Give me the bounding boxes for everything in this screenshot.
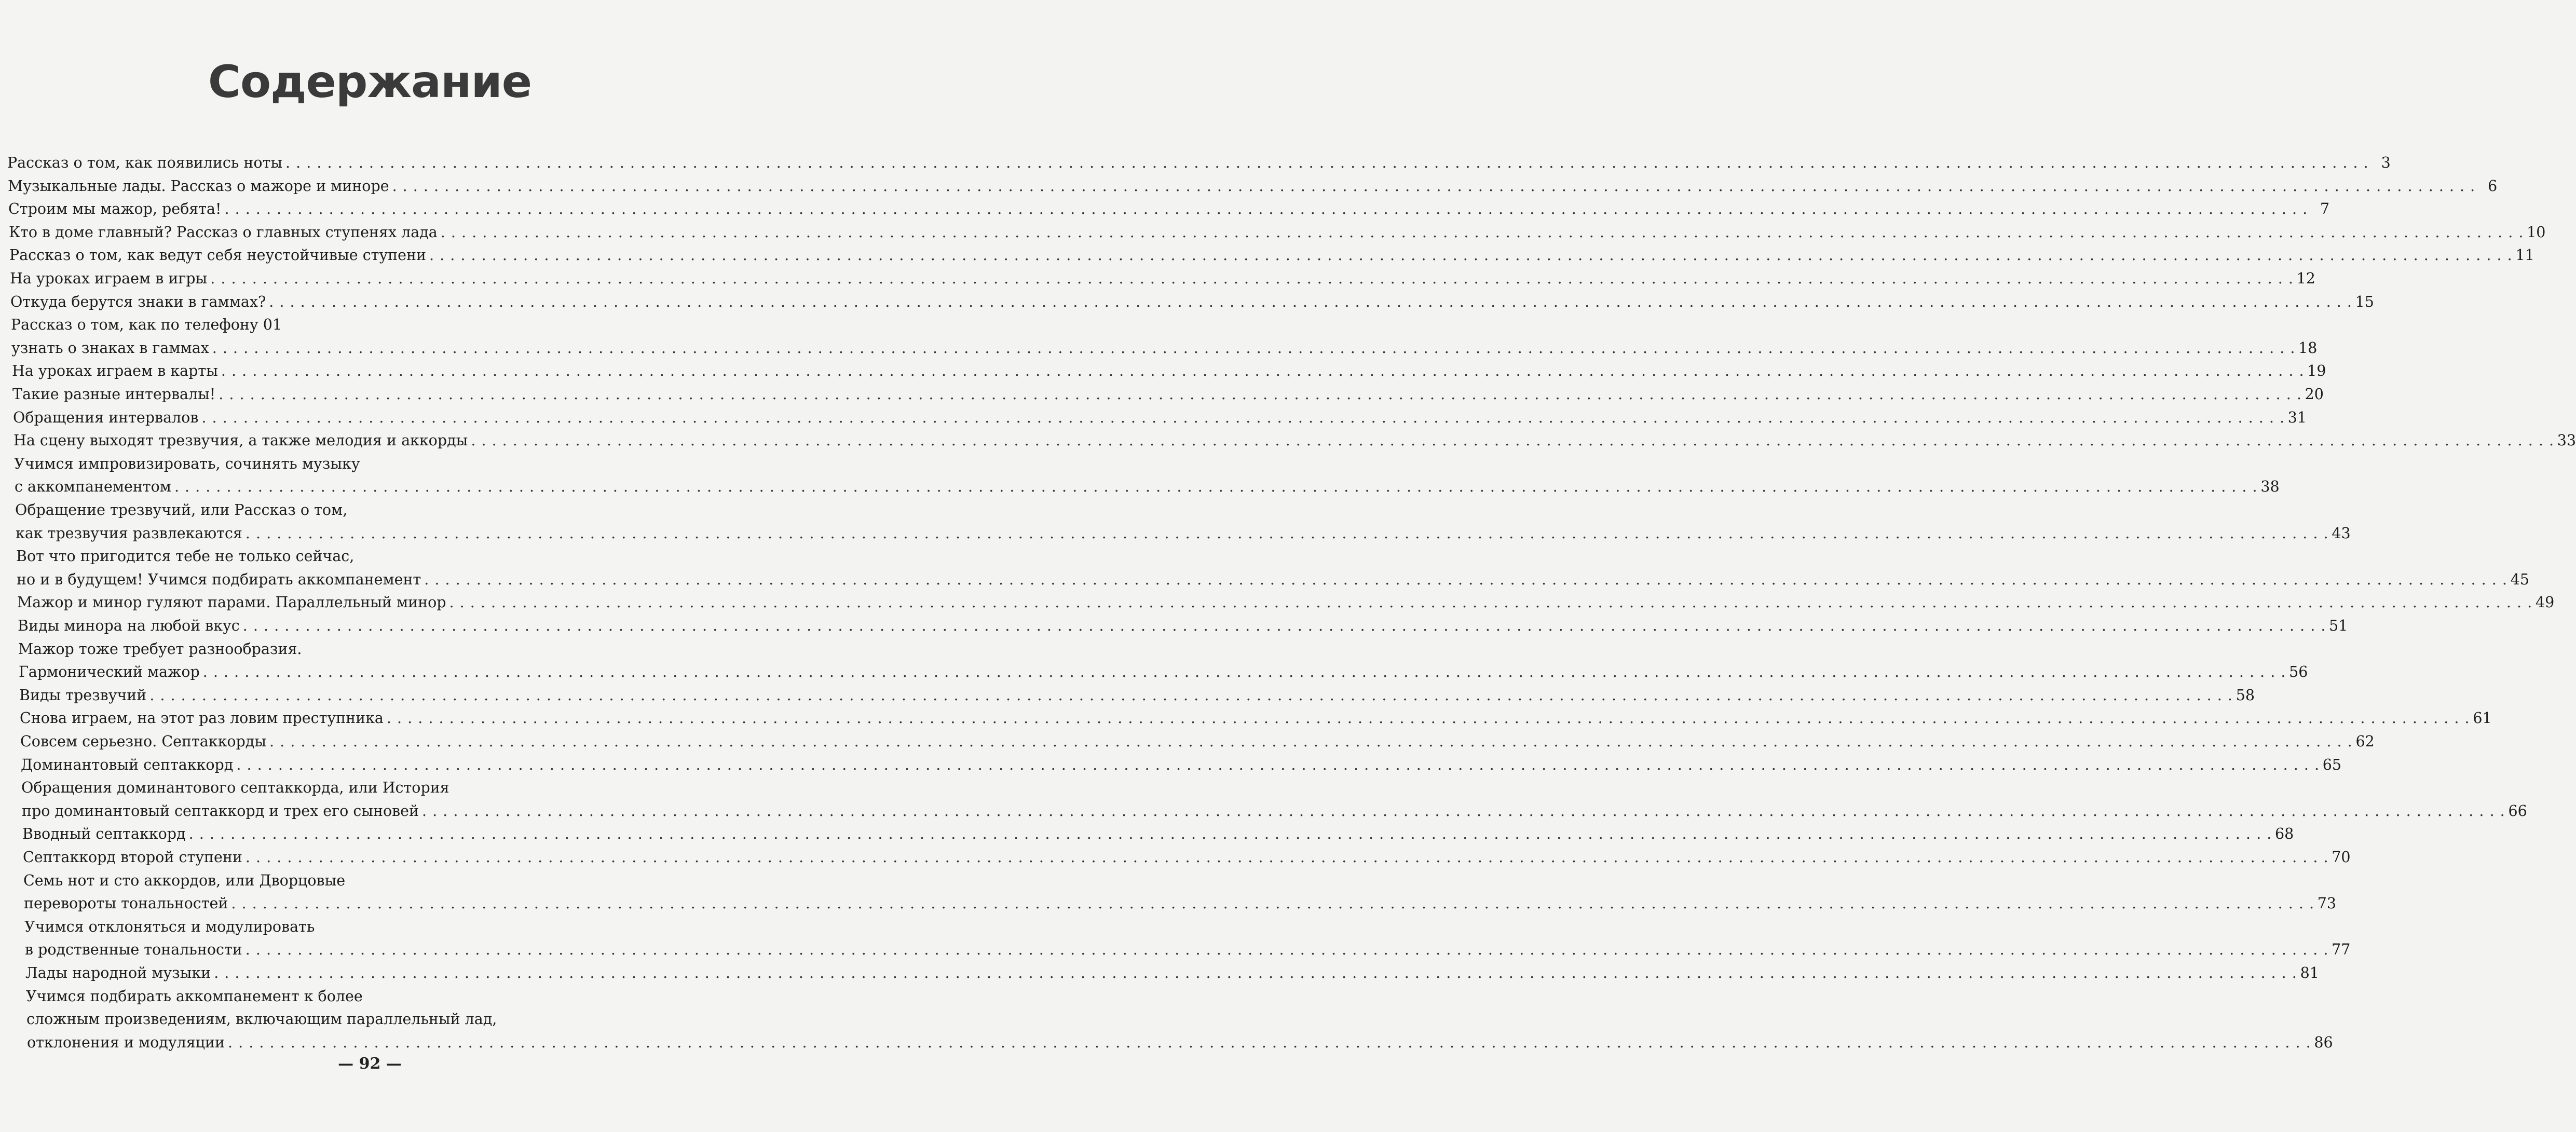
toc-entry-title: Музыкальные лады. Рассказ о мажоре и миноре [8,177,389,195]
dot-leader: . . . . . . . . . . . . . . . . . . . . . . . . . . . . . . . . . . . . . . . . . . . . . . . . . . . . . . . . . . . . . . . . . . . . . . . . . . . . . . . . . . . . . . . . . . . . . . . . . . . . . . . . . . . . . . . . . . . . . . . . . . . . . . . . . . . . . . . . . . . . . . . . . . . . . . . . . . . . . . . . . . . . . . . . . . . . . . . . . . . . . . . . . . . . . . . . . . . . . . . . [242,617,2326,634]
toc-page-number: 49 [2535,594,2555,611]
dot-leader: . . . . . . . . . . . . . . . . . . . . . . . . . . . . . . . . . . . . . . . . . . . . . . . . . . . . . . . . . . . . . . . . . . . . . . . . . . . . . . . . . . . . . . . . . . . . . . . . . . . . . . . . . . . . . . . . . . . . . . . . . . . . . . . . . . . . . . . . . . . . . . . . . . . . . . . . . . . . . . . . . . . . . . . . . . . . . . . . . . . . . . . . . . . . . . . . . . . . . . . . [471,432,2554,449]
toc-entry-title: Кто в доме главный? Рассказ о главных ступенях лада [9,223,438,241]
dot-leader: . . . . . . . . . . . . . . . . . . . . . . . . . . . . . . . . . . . . . . . . . . . . . . . . . . . . . . . . . . . . . . . . . . . . . . . . . . . . . . . . . . . . . . . . . . . . . . . . . . . . . . . . . . . . . . . . . . . . . . . . . . . . . . . . . . . . . . . . . . . . . . . . . . . . . . . . . . . . . . . . . . . . . . . . . . . . . . . . . . . . . . . . . . . . . . . . . . . . . . . . [422,802,2505,820]
toc-entry-title: про доминантовый септаккорд и трех его сыновей [22,802,419,820]
toc-line [9,222,2546,243]
toc-entry-title: Откуда берутся знаки в гаммах? [10,293,266,310]
toc-entry-title: Рассказ о том, как ведут себя неустойчивые ступени [9,247,427,264]
dot-leader: . . . . . . . . . . . . . . . . . . . . . . . . . . . . . . . . . . . . . . . . . . . . . . . . . . . . . . . . . . . . . . . . . . . . . . . . . . . . . . . . . . . . . . . . . . . . . . . . . . . . . . . . . . . . . . . . . . . . . . . . . . . . . . . . . . . . . . . . . . . . . . . . . . . . . . . . . . . . . . . . . . . . . . . . . . . . . . . . . . . . . . . . . . . . . . . . . . . . . . . . [202,663,2286,681]
dot-leader: . . . . . . . . . . . . . . . . . . . . . . . . . . . . . . . . . . . . . . . . . . . . . . . . . . . . . . . . . . . . . . . . . . . . . . . . . . . . . . . . . . . . . . . . . . . . . . . . . . . . . . . . . . . . . . . . . . . . . . . . . . . . . . . . . . . . . . . . . . . . . . . . . . . . . . . . . . . . . . . . . . . . . . . . . . . . . . . . . . . . . . . . . . . . . . . . . . . . . . . . [392,177,2476,195]
toc-line [10,268,2315,289]
toc-line [20,708,2492,729]
toc-line [8,199,2330,220]
toc-line [15,476,2280,497]
toc-page-number: 7 [2320,200,2330,218]
toc-line [25,963,2319,984]
dot-leader: . . . . . . . . . . . . . . . . . . . . . . . . . . . . . . . . . . . . . . . . . . . . . . . . . . . . . . . . . . . . . . . . . . . . . . . . . . . . . . . . . . . . . . . . . . . . . . . . . . . . . . . . . . . . . . . . . . . . . . . . . . . . . . . . . . . . . . . . . . . . . . . . . . . . . . . . . . . . . . . . . . . . . . . . . . . . . . . . . . . . . . . . . . . . . . . . . . . . . . . . [201,408,2285,426]
toc-line [9,245,2534,266]
dot-leader: . . . . . . . . . . . . . . . . . . . . . . . . . . . . . . . . . . . . . . . . . . . . . . . . . . . . . . . . . . . . . . . . . . . . . . . . . . . . . . . . . . . . . . . . . . . . . . . . . . . . . . . . . . . . . . . . . . . . . . . . . . . . . . . . . . . . . . . . . . . . . . . . . . . . . . . . . . . . . . . . . . . . . . . . . . . . . . . . . . . . . . . . . . . . . . . . . . . . . . . . [245,524,2329,542]
toc-line [13,430,2576,451]
toc-page-number: 11 [2515,247,2534,264]
toc-line [17,592,2555,613]
toc-page-number: 3 [2381,154,2391,171]
toc-line [20,731,2375,752]
toc-line [12,361,2326,381]
toc-line [19,662,2308,683]
toc-page-number: 65 [2322,756,2342,773]
toc-entry-title: Виды минора на любой вкус [18,617,240,634]
toc-page-number: 68 [2275,825,2294,843]
toc-entry-title: Гармонический мажор [19,663,200,681]
toc-entry-title: сложным произведениям, включающим параллельный лад, [26,1011,497,1028]
toc-line [22,801,2527,822]
toc-entry-title: На уроках играем в игры [10,270,208,287]
toc-page-number: 33 [2557,432,2576,449]
toc-page-number: 51 [2329,617,2348,634]
toc-page-number: 18 [2298,339,2318,357]
toc-line [7,153,2391,173]
toc-line [13,407,2307,428]
toc-entry-title: Семь нот и сто аккордов, или Дворцовые [23,871,346,889]
dot-leader: . . . . . . . . . . . . . . . . . . . . . . . . . . . . . . . . . . . . . . . . . . . . . . . . . . . . . . . . . . . . . . . . . . . . . . . . . . . . . . . . . . . . . . . . . . . . . . . . . . . . . . . . . . . . . . . . . . . . . . . . . . . . . . . . . . . . . . . . . . . . . . . . . . . . . . . . . . . . . . . . . . . . . . . . . . . . . . . . . . . . . . . . . . . . . . . . . . . . . . . . [224,200,2308,218]
toc-line [21,778,449,798]
toc-line [24,893,2337,914]
toc-entry-title: узнать о знаках в гаммах [11,339,209,357]
dot-leader: . . . . . . . . . . . . . . . . . . . . . . . . . . . . . . . . . . . . . . . . . . . . . . . . . . . . . . . . . . . . . . . . . . . . . . . . . . . . . . . . . . . . . . . . . . . . . . . . . . . . . . . . . . . . . . . . . . . . . . . . . . . . . . . . . . . . . . . . . . . . . . . . . . . . . . . . . . . . . . . . . . . . . . . . . . . . . . . . . . . . . . . . . . . . . . . . . . . . . . . . [245,941,2329,959]
toc-line [10,292,2374,312]
toc-line [23,870,345,891]
toc-page-number: 61 [2473,710,2492,727]
toc-page-number: 6 [2488,177,2498,195]
dot-leader: . . . . . . . . . . . . . . . . . . . . . . . . . . . . . . . . . . . . . . . . . . . . . . . . . . . . . . . . . . . . . . . . . . . . . . . . . . . . . . . . . . . . . . . . . . . . . . . . . . . . . . . . . . . . . . . . . . . . . . . . . . . . . . . . . . . . . . . . . . . . . . . . . . . . . . . . . . . . . . . . . . . . . . . . . . . . . . . . . . . . . . . . . . . . . . . . . . . . . . . . [219,386,2302,403]
toc-line [26,1009,497,1030]
toc-entry-title: Септаккорд второй ступени [23,849,242,866]
toc-page-number: 62 [2355,733,2375,750]
toc-page-number: 10 [2527,223,2546,241]
page-number: — 92 — [338,1055,402,1073]
dot-leader: . . . . . . . . . . . . . . . . . . . . . . . . . . . . . . . . . . . . . . . . . . . . . . . . . . . . . . . . . . . . . . . . . . . . . . . . . . . . . . . . . . . . . . . . . . . . . . . . . . . . . . . . . . . . . . . . . . . . . . . . . . . . . . . . . . . . . . . . . . . . . . . . . . . . . . . . . . . . . . . . . . . . . . . . . . . . . . . . . . . . . . . . . . . . . . . . . . . . . . . . [231,895,2315,912]
toc-entry-title: Совсем серьезно. Септаккорды [20,733,267,750]
toc-entry-title: Учимся импровизировать, сочинять музыку [14,455,360,472]
toc-line [21,755,2342,775]
dot-leader: . . . . . . . . . . . . . . . . . . . . . . . . . . . . . . . . . . . . . . . . . . . . . . . . . . . . . . . . . . . . . . . . . . . . . . . . . . . . . . . . . . . . . . . . . . . . . . . . . . . . . . . . . . . . . . . . . . . . . . . . . . . . . . . . . . . . . . . . . . . . . . . . . . . . . . . . . . . . . . . . . . . . . . . . . . . . . . . . . . . . . . . . . . . . . . . . . . . . . . . . [449,594,2533,611]
toc-entry-title: с аккомпанементом [15,478,171,496]
dot-leader: . . . . . . . . . . . . . . . . . . . . . . . . . . . . . . . . . . . . . . . . . . . . . . . . . . . . . . . . . . . . . . . . . . . . . . . . . . . . . . . . . . . . . . . . . . . . . . . . . . . . . . . . . . . . . . . . . . . . . . . . . . . . . . . . . . . . . . . . . . . . . . . . . . . . . . . . . . . . . . . . . . . . . . . . . . . . . . . . . . . . . . . . . . . . . . . . . . . . . . . . [440,223,2524,241]
toc-line [17,569,2529,590]
toc-line [27,1032,2333,1053]
toc-page-number: 77 [2332,941,2351,959]
toc-entry-title: отклонения и модуляции [27,1033,225,1051]
toc-page-number: 12 [2296,270,2315,287]
toc-line [18,616,2348,636]
toc-page-number: 81 [2300,964,2319,981]
toc-line [25,939,2351,960]
toc-line [23,847,2351,868]
dot-leader: . . . . . . . . . . . . . . . . . . . . . . . . . . . . . . . . . . . . . . . . . . . . . . . . . . . . . . . . . . . . . . . . . . . . . . . . . . . . . . . . . . . . . . . . . . . . . . . . . . . . . . . . . . . . . . . . . . . . . . . . . . . . . . . . . . . . . . . . . . . . . . . . . . . . . . . . . . . . . . . . . . . . . . . . . . . . . . . . . . . . . . . . . . . . . . . . . . . . . . . . [236,756,2320,773]
page-title: Содержание [208,56,532,108]
toc-entry-title: Обращение трезвучий, или Рассказ о том, [15,501,348,519]
dot-leader: . . . . . . . . . . . . . . . . . . . . . . . . . . . . . . . . . . . . . . . . . . . . . . . . . . . . . . . . . . . . . . . . . . . . . . . . . . . . . . . . . . . . . . . . . . . . . . . . . . . . . . . . . . . . . . . . . . . . . . . . . . . . . . . . . . . . . . . . . . . . . . . . . . . . . . . . . . . . . . . . . . . . . . . . . . . . . . . . . . . . . . . . . . . . . . . . . . . . . . . . [424,570,2507,588]
toc-line [16,523,2351,544]
dot-leader: . . . . . . . . . . . . . . . . . . . . . . . . . . . . . . . . . . . . . . . . . . . . . . . . . . . . . . . . . . . . . . . . . . . . . . . . . . . . . . . . . . . . . . . . . . . . . . . . . . . . . . . . . . . . . . . . . . . . . . . . . . . . . . . . . . . . . . . . . . . . . . . . . . . . . . . . . . . . . . . . . . . . . . . . . . . . . . . . . . . . . . . . . . . . . . . . . . . . . . . . [188,825,2272,843]
dot-leader: . . . . . . . . . . . . . . . . . . . . . . . . . . . . . . . . . . . . . . . . . . . . . . . . . . . . . . . . . . . . . . . . . . . . . . . . . . . . . . . . . . . . . . . . . . . . . . . . . . . . . . . . . . . . . . . . . . . . . . . . . . . . . . . . . . . . . . . . . . . . . . . . . . . . . . . . . . . . . . . . . . . . . . . . . . . . . . . . . . . . . . . . . . . . . . . . . . . . . . . . [174,478,2258,496]
toc-line [11,338,2318,359]
toc-entry-title: перевороты тональностей [24,895,228,912]
toc-page-number: 19 [2307,362,2326,380]
toc-line [19,685,2255,706]
toc-page-number: 66 [2508,802,2527,820]
dot-leader: . . . . . . . . . . . . . . . . . . . . . . . . . . . . . . . . . . . . . . . . . . . . . . . . . . . . . . . . . . . . . . . . . . . . . . . . . . . . . . . . . . . . . . . . . . . . . . . . . . . . . . . . . . . . . . . . . . . . . . . . . . . . . . . . . . . . . . . . . . . . . . . . . . . . . . . . . . . . . . . . . . . . . . . . . . . . . . . . . . . . . . . . . . . . . . . . . . . . . . . . [269,733,2353,750]
toc-entry-title: как трезвучия развлекаются [16,524,242,542]
toc-line [11,315,282,335]
toc-entry-title: Вот что пригодится тебе не только сейчас, [16,548,355,565]
toc-page-number: 58 [2236,686,2255,704]
toc-page-number: 70 [2332,849,2351,866]
toc-entry-title: Лады народной музыки [25,964,211,981]
toc-entry-title: Мажор и минор гуляют парами. Параллельный минор [17,594,446,611]
toc-line [12,384,2324,405]
toc-entry-title: Доминантовый септаккорд [21,756,234,773]
toc-entry-title: На уроках играем в карты [12,362,218,380]
toc-page-number: 73 [2317,895,2337,912]
dot-leader: . . . . . . . . . . . . . . . . . . . . . . . . . . . . . . . . . . . . . . . . . . . . . . . . . . . . . . . . . . . . . . . . . . . . . . . . . . . . . . . . . . . . . . . . . . . . . . . . . . . . . . . . . . . . . . . . . . . . . . . . . . . . . . . . . . . . . . . . . . . . . . . . . . . . . . . . . . . . . . . . . . . . . . . . . . . . . . . . . . . . . . . . . . . . . . . . . . . . . . . . [429,247,2513,264]
dot-leader: . . . . . . . . . . . . . . . . . . . . . . . . . . . . . . . . . . . . . . . . . . . . . . . . . . . . . . . . . . . . . . . . . . . . . . . . . . . . . . . . . . . . . . . . . . . . . . . . . . . . . . . . . . . . . . . . . . . . . . . . . . . . . . . . . . . . . . . . . . . . . . . . . . . . . . . . . . . . . . . . . . . . . . . . . . . . . . . . . . . . . . . . . . . . . . . . . . . . . . . . [386,710,2470,727]
toc-page-number: 45 [2510,570,2529,588]
toc-entry-title: Виды трезвучий [19,686,147,704]
toc-entry-title: в родственные тональности [25,941,242,959]
toc-page-number: 31 [2287,408,2307,426]
dot-leader: . . . . . . . . . . . . . . . . . . . . . . . . . . . . . . . . . . . . . . . . . . . . . . . . . . . . . . . . . . . . . . . . . . . . . . . . . . . . . . . . . . . . . . . . . . . . . . . . . . . . . . . . . . . . . . . . . . . . . . . . . . . . . . . . . . . . . . . . . . . . . . . . . . . . . . . . . . . . . . . . . . . . . . . . . . . . . . . . . . . . . . . . . . . . . . . . . . . . . . . . [210,270,2294,287]
toc-entry-title: Мажор тоже требует разнообразия. [18,640,302,658]
toc-line [24,917,315,937]
toc-page-number: 86 [2314,1033,2333,1051]
toc-page-number: 56 [2289,663,2308,681]
toc-entry-title: Снова играем, на этот раз ловим преступника [20,710,384,727]
dot-leader: . . . . . . . . . . . . . . . . . . . . . . . . . . . . . . . . . . . . . . . . . . . . . . . . . . . . . . . . . . . . . . . . . . . . . . . . . . . . . . . . . . . . . . . . . . . . . . . . . . . . . . . . . . . . . . . . . . . . . . . . . . . . . . . . . . . . . . . . . . . . . . . . . . . . . . . . . . . . . . . . . . . . . . . . . . . . . . . . . . . . . . . . . . . . . . . . . . . . . . . . [221,362,2305,380]
toc-page-number: 20 [2305,386,2324,403]
dot-leader: . . . . . . . . . . . . . . . . . . . . . . . . . . . . . . . . . . . . . . . . . . . . . . . . . . . . . . . . . . . . . . . . . . . . . . . . . . . . . . . . . . . . . . . . . . . . . . . . . . . . . . . . . . . . . . . . . . . . . . . . . . . . . . . . . . . . . . . . . . . . . . . . . . . . . . . . . . . . . . . . . . . . . . . . . . . . . . . . . . . . . . . . . . . . . . . . . . . . . . . . [214,964,2297,981]
toc-line [18,639,302,660]
toc-entry-title: Рассказ о том, как по телефону 01 [11,316,282,334]
dot-leader: . . . . . . . . . . . . . . . . . . . . . . . . . . . . . . . . . . . . . . . . . . . . . . . . . . . . . . . . . . . . . . . . . . . . . . . . . . . . . . . . . . . . . . . . . . . . . . . . . . . . . . . . . . . . . . . . . . . . . . . . . . . . . . . . . . . . . . . . . . . . . . . . . . . . . . . . . . . . . . . . . . . . . . . . . . . . . . . . . . . . . . . . . . . . . . . . . . . . . . . . [285,154,2369,171]
dot-leader: . . . . . . . . . . . . . . . . . . . . . . . . . . . . . . . . . . . . . . . . . . . . . . . . . . . . . . . . . . . . . . . . . . . . . . . . . . . . . . . . . . . . . . . . . . . . . . . . . . . . . . . . . . . . . . . . . . . . . . . . . . . . . . . . . . . . . . . . . . . . . . . . . . . . . . . . . . . . . . . . . . . . . . . . . . . . . . . . . . . . . . . . . . . . . . . . . . . . . . . . [149,686,2233,704]
toc-line [8,176,2498,197]
toc-page-number: 43 [2332,524,2351,542]
toc-entry-title: На сцену выходят трезвучия, а также мелодия и аккорды [13,432,468,449]
toc-entry-title: но и в будущем! Учимся подбирать аккомпанемент [17,570,421,588]
dot-leader: . . . . . . . . . . . . . . . . . . . . . . . . . . . . . . . . . . . . . . . . . . . . . . . . . . . . . . . . . . . . . . . . . . . . . . . . . . . . . . . . . . . . . . . . . . . . . . . . . . . . . . . . . . . . . . . . . . . . . . . . . . . . . . . . . . . . . . . . . . . . . . . . . . . . . . . . . . . . . . . . . . . . . . . . . . . . . . . . . . . . . . . . . . . . . . . . . . . . . . . . [212,339,2296,357]
toc-entry-title: Строим мы мажор, ребята! [8,200,222,218]
toc-entry-title: Рассказ о том, как появились ноты [7,154,283,171]
toc-page-number: 15 [2355,293,2374,310]
dot-leader: . . . . . . . . . . . . . . . . . . . . . . . . . . . . . . . . . . . . . . . . . . . . . . . . . . . . . . . . . . . . . . . . . . . . . . . . . . . . . . . . . . . . . . . . . . . . . . . . . . . . . . . . . . . . . . . . . . . . . . . . . . . . . . . . . . . . . . . . . . . . . . . . . . . . . . . . . . . . . . . . . . . . . . . . . . . . . . . . . . . . . . . . . . . . . . . . . . . . . . . . [228,1033,2311,1051]
toc-line [15,500,347,521]
toc-line [14,454,360,474]
toc-entry-title: Учимся отклоняться и модулировать [24,918,315,935]
toc-entry-title: Учимся подбирать аккомпанемент к более [26,987,363,1005]
toc-entry-title: Обращения доминантового септаккорда, или История [21,779,449,797]
dot-leader: . . . . . . . . . . . . . . . . . . . . . . . . . . . . . . . . . . . . . . . . . . . . . . . . . . . . . . . . . . . . . . . . . . . . . . . . . . . . . . . . . . . . . . . . . . . . . . . . . . . . . . . . . . . . . . . . . . . . . . . . . . . . . . . . . . . . . . . . . . . . . . . . . . . . . . . . . . . . . . . . . . . . . . . . . . . . . . . . . . . . . . . . . . . . . . . . . . . . . . . . [245,849,2329,866]
toc-page-number: 38 [2260,478,2280,496]
toc-line [16,546,354,567]
toc-line [22,824,2294,844]
toc-entry-title: Такие разные интервалы! [12,386,216,403]
toc-line [26,986,363,1007]
toc-entry-title: Обращения интервалов [13,408,199,426]
dot-leader: . . . . . . . . . . . . . . . . . . . . . . . . . . . . . . . . . . . . . . . . . . . . . . . . . . . . . . . . . . . . . . . . . . . . . . . . . . . . . . . . . . . . . . . . . . . . . . . . . . . . . . . . . . . . . . . . . . . . . . . . . . . . . . . . . . . . . . . . . . . . . . . . . . . . . . . . . . . . . . . . . . . . . . . . . . . . . . . . . . . . . . . . . . . . . . . . . . . . . . . . [269,293,2352,310]
toc-entry-title: Вводный септаккорд [22,825,186,843]
